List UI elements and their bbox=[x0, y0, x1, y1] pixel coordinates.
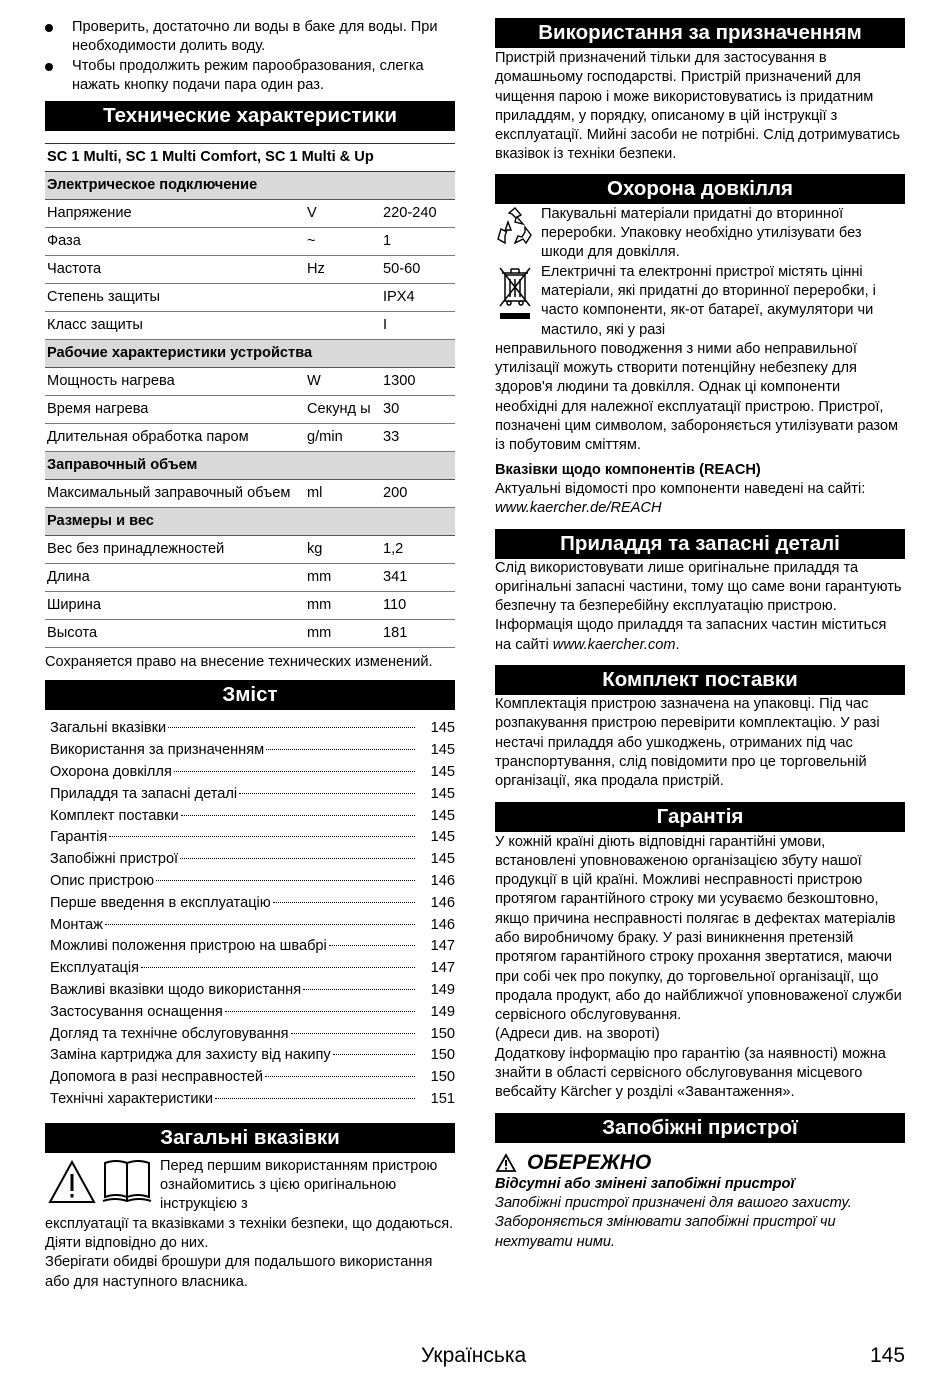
toc-entry-page: 145 bbox=[430, 829, 455, 846]
toc-entry-label: Опис пристрою bbox=[50, 873, 155, 890]
toc-entry[interactable] bbox=[50, 762, 455, 784]
toc-leader-dots bbox=[174, 771, 415, 772]
section-heading-warranty: Гарантія bbox=[495, 802, 905, 832]
spec-value: 200 bbox=[381, 480, 455, 508]
toc-entry-page: 149 bbox=[430, 982, 455, 999]
specs-table bbox=[45, 143, 455, 648]
spec-value: IPX4 bbox=[381, 284, 455, 312]
safety-manual-icons bbox=[45, 1157, 160, 1215]
spec-category-row bbox=[45, 508, 455, 536]
toc-entry[interactable] bbox=[50, 980, 455, 1002]
spec-unit: Hz bbox=[305, 256, 381, 284]
spec-row bbox=[45, 620, 455, 648]
caution-triangle-icon bbox=[495, 1153, 517, 1173]
toc-entry-label: Перше введення в експлуатацію bbox=[50, 894, 271, 911]
section-heading-usage: Використання за призначенням bbox=[495, 18, 905, 48]
toc-entry-label: Загальні вказівки bbox=[50, 720, 167, 737]
toc-leader-dots bbox=[180, 858, 415, 859]
spec-label: Максимальный заправочный объем bbox=[45, 480, 305, 508]
specs-note: Сохраняется право на внесение технических изменений. bbox=[45, 654, 433, 671]
toc-entry[interactable] bbox=[50, 1089, 455, 1111]
spec-value: 1 bbox=[381, 228, 455, 256]
spec-row bbox=[45, 312, 455, 340]
spec-unit bbox=[305, 284, 381, 312]
spec-label: Степень защиты bbox=[45, 284, 305, 312]
toc-entry-label: Догляд та технічне обслуговування bbox=[50, 1025, 289, 1042]
toc-entry-page: 149 bbox=[430, 1003, 455, 1020]
toc-leader-dots bbox=[225, 1011, 415, 1012]
spec-label: Высота bbox=[45, 620, 305, 648]
toc-entry[interactable] bbox=[50, 958, 455, 980]
spec-value: 110 bbox=[381, 592, 455, 620]
spec-unit: kg bbox=[305, 536, 381, 564]
spec-category-label: Размеры и вес bbox=[45, 508, 455, 536]
instruction-bullets bbox=[45, 18, 455, 95]
right-column bbox=[495, 18, 905, 1252]
reach-text: Актуальні відомості про компоненти наведені на сайті: www.kaercher.de/REACH bbox=[495, 480, 866, 517]
section-heading-contents: Зміст bbox=[45, 680, 455, 710]
spec-value: 181 bbox=[381, 620, 455, 648]
toc-entry[interactable] bbox=[50, 893, 455, 915]
spec-unit: mm bbox=[305, 620, 381, 648]
spec-unit: V bbox=[305, 200, 381, 228]
warning-triangle-icon bbox=[50, 1162, 94, 1202]
toc-leader-dots bbox=[333, 1054, 415, 1055]
spec-value: 341 bbox=[381, 564, 455, 592]
toc-leader-dots bbox=[156, 880, 415, 881]
toc-entry-label: Важливі вказівки щодо використання bbox=[50, 982, 302, 999]
spec-row bbox=[45, 480, 455, 508]
toc-entry[interactable] bbox=[50, 1045, 455, 1067]
spec-category-label: Заправочный объем bbox=[45, 452, 455, 480]
spec-unit bbox=[305, 312, 381, 340]
spec-label: Длительная обработка паром bbox=[45, 424, 305, 452]
toc-entry-page: 145 bbox=[430, 764, 455, 781]
toc-entry-label: Використання за призначенням bbox=[50, 742, 265, 759]
toc-entry[interactable] bbox=[50, 806, 455, 828]
spec-category-row bbox=[45, 172, 455, 200]
spec-value: 30 bbox=[381, 396, 455, 424]
toc-entry[interactable] bbox=[50, 1002, 455, 1024]
toc-leader-dots bbox=[266, 749, 415, 750]
usage-text: Пристрій призначений тільки для застосування в домашньому господарстві. Пристрій призначений для чищення парою і може використовуватись із придатним приладдям, у порядку, описаному в цій інструкції з експлуатації. Мийні засоби не потрібні. Слід дотримуватись вказівок із техніки безпеки. bbox=[495, 50, 900, 163]
spec-row bbox=[45, 200, 455, 228]
spec-row bbox=[45, 284, 455, 312]
toc-leader-dots bbox=[265, 1076, 415, 1077]
spec-value: 220-240 bbox=[381, 200, 455, 228]
spec-label: Вес без принадлежностей bbox=[45, 536, 305, 564]
caution-subtitle: Відсутні або змінені запобіжні пристрої bbox=[495, 1175, 795, 1192]
toc-leader-dots bbox=[109, 836, 415, 837]
caution-title bbox=[495, 1151, 905, 1175]
general-intro-text: Перед першим використанням пристрою ознайомитись з цією оригінальною інструкцією з bbox=[160, 1157, 438, 1213]
toc-entry-page: 145 bbox=[430, 720, 455, 737]
toc-entry[interactable] bbox=[50, 1067, 455, 1089]
reach-title: Вказівки щодо компонентів (REACH) bbox=[495, 461, 761, 478]
spec-category-row bbox=[45, 452, 455, 480]
accessories-info: Інформація щодо приладдя та запасних частин міститься на сайті www.kaercher.com. bbox=[495, 617, 887, 653]
toc-entry-label: Експлуатація bbox=[50, 960, 140, 977]
caution-label: ОБЕРЕЖНО bbox=[527, 1150, 652, 1174]
spec-category-label: Рабочие характеристики устройства bbox=[45, 340, 455, 368]
spec-category-label: Электрическое подключение bbox=[45, 172, 455, 200]
toc-entry-page: 146 bbox=[430, 916, 455, 933]
section-heading-specs: Технические характеристики bbox=[45, 101, 455, 131]
bullet-item: Проверить, достаточно ли воды в баке для воды. При необходимости долить воду. bbox=[45, 18, 455, 57]
toc-entry-page: 147 bbox=[430, 960, 455, 977]
spec-row bbox=[45, 592, 455, 620]
spec-unit: Секунд ы bbox=[305, 396, 381, 424]
toc-leader-dots bbox=[141, 967, 415, 968]
toc-leader-dots bbox=[291, 1033, 415, 1034]
spec-label: Частота bbox=[45, 256, 305, 284]
spec-unit: g/min bbox=[305, 424, 381, 452]
spec-label: Мощность нагрева bbox=[45, 368, 305, 396]
recycling-icon bbox=[495, 205, 541, 263]
toc-entry-page: 150 bbox=[430, 1025, 455, 1042]
toc-entry-page: 151 bbox=[430, 1091, 455, 1108]
reach-link[interactable]: www.kaercher.de/REACH bbox=[495, 500, 662, 517]
toc-leader-dots bbox=[329, 945, 415, 946]
spec-row bbox=[45, 396, 455, 424]
environment-weee-rest: неправильного поводження з ними або неправильної утилізації можуть створити потенційну небезпеку для здоров'я людини та довкілля. Однак ці компоненти необхідні для належної експлуатації пристрою. Пристрої, позначені цим символом, забороняється утилізувати разом із побутовим сміттям. bbox=[495, 340, 899, 454]
spec-value: 1,2 bbox=[381, 536, 455, 564]
spec-unit: ~ bbox=[305, 228, 381, 256]
toc-leader-dots bbox=[303, 989, 415, 990]
toc-leader-dots bbox=[168, 727, 415, 728]
toc-entry-label: Заміна картриджа для захисту від накипу bbox=[50, 1047, 331, 1064]
footer-language: Українська bbox=[421, 1344, 527, 1367]
scope-text: Комплектація пристрою зазначена на упаковці. Під час розпакування пристрою перевірити комплектацію. У разі нестачі приладдя або ушкоджень, отриманих під час транспортування, слід повідомити про це торговельній організації, яка продала пристрій. bbox=[495, 696, 880, 790]
spec-row bbox=[45, 368, 455, 396]
spec-row bbox=[45, 564, 455, 592]
footer-page-number: 145 bbox=[870, 1344, 906, 1367]
spec-value: 33 bbox=[381, 424, 455, 452]
warranty-text: У кожній країні діють відповідні гарантійні умови, встановлені уповноваженою організацією збуту нашої продукції в цій країні. Можливі несправності пристрою протягом гарантійного строку ми усуваємо безкоштовно, якщо причина несправності полягає в дефектах матеріалів або виробничому браку. У разі виникнення претензій протягом гарантійного строку прохання звертатися, маючи при собі чек про покупку, до торговельної організації, що продала продукт, або до найближчої уповноваженої служби сервісного обслуговування. bbox=[495, 833, 902, 1024]
toc-entry-label: Допомога в разі несправностей bbox=[50, 1069, 263, 1086]
accessories-text: Слід використовувати лише оригінальне приладдя та оригінальні запасні частини, тому що саме вони гарантують безпечну та безперебійну експлуатацію пристрою. bbox=[495, 559, 902, 615]
toc-entry-label: Гарантія bbox=[50, 829, 108, 846]
spec-row bbox=[45, 536, 455, 564]
toc-entry[interactable] bbox=[50, 849, 455, 871]
specs-model: SC 1 Multi, SC 1 Multi Comfort, SC 1 Multi & Up bbox=[45, 144, 455, 172]
warranty-addresses: (Адреси див. на звороті) bbox=[495, 1026, 660, 1043]
spec-label: Фаза bbox=[45, 228, 305, 256]
crossed-bin-icon bbox=[495, 263, 541, 340]
environment-recycling-text: Пакувальні матеріали придатні до вторинної переробки. Упаковку необхідно утилізувати без шкоди для довкілля. bbox=[541, 205, 862, 261]
toc-entry-label: Охорона довкілля bbox=[50, 764, 172, 781]
toc-entry-label: Приладдя та запасні деталі bbox=[50, 785, 238, 802]
toc-entry-label: Можливі положення пристрою на швабрі bbox=[50, 938, 327, 955]
section-heading-accessories: Приладдя та запасні деталі bbox=[495, 529, 905, 559]
toc-entry-page: 150 bbox=[430, 1047, 455, 1064]
section-heading-environment: Охорона довкілля bbox=[495, 174, 905, 204]
spec-row bbox=[45, 228, 455, 256]
toc-entry-label: Застосування оснащення bbox=[50, 1003, 223, 1020]
toc-leader-dots bbox=[215, 1098, 415, 1099]
spec-row bbox=[45, 424, 455, 452]
spec-label: Длина bbox=[45, 564, 305, 592]
toc-entry[interactable] bbox=[50, 784, 455, 806]
toc-entry[interactable] bbox=[50, 915, 455, 937]
toc-entry-page: 145 bbox=[430, 851, 455, 868]
spec-label: Время нагрева bbox=[45, 396, 305, 424]
spec-category-row bbox=[45, 340, 455, 368]
spec-label: Ширина bbox=[45, 592, 305, 620]
toc-entry[interactable] bbox=[50, 936, 455, 958]
table-of-contents bbox=[45, 718, 455, 1110]
toc-entry-label: Технічні характеристики bbox=[50, 1091, 214, 1108]
toc-entry[interactable] bbox=[50, 827, 455, 849]
spec-value: I bbox=[381, 312, 455, 340]
toc-entry-page: 146 bbox=[430, 894, 455, 911]
toc-entry-page: 145 bbox=[430, 807, 455, 824]
section-heading-safety: Запобіжні пристрої bbox=[495, 1113, 905, 1143]
spec-value: 1300 bbox=[381, 368, 455, 396]
general-text: експлуатації та вказівками з техніки безпеки, що додаються. Діяти відповідно до них. bbox=[45, 1215, 454, 1252]
section-heading-scope: Комплект поставки bbox=[495, 665, 905, 695]
toc-leader-dots bbox=[181, 815, 415, 816]
toc-entry-page: 147 bbox=[430, 938, 455, 955]
toc-entry-page: 150 bbox=[430, 1069, 455, 1086]
spec-unit: mm bbox=[305, 592, 381, 620]
left-column bbox=[45, 18, 455, 1292]
warranty-more-info: Додаткову інформацію про гарантію (за наявності) можна знайти в області сервісного обслуговування місцевого вебсайту Kärcher у розділі «Завантаження». bbox=[495, 1045, 886, 1101]
toc-entry[interactable] bbox=[50, 740, 455, 762]
spec-label: Напряжение bbox=[45, 200, 305, 228]
bullet-item: Чтобы продолжить режим парообразования, слегка нажать кнопку подачи пара один раз. bbox=[45, 57, 455, 96]
manual-book-icon bbox=[103, 1161, 151, 1201]
spec-unit: mm bbox=[305, 564, 381, 592]
toc-entry-page: 146 bbox=[430, 873, 455, 890]
toc-leader-dots bbox=[239, 793, 415, 794]
spec-row bbox=[45, 256, 455, 284]
environment-weee-text: Електричні та електронні пристрої містять цінні матеріали, які придатні до вторинної переробки, і часто компоненти, як-от батареї, акумулятори чи мастило, які у разі bbox=[541, 263, 876, 338]
toc-entry[interactable] bbox=[50, 871, 455, 893]
toc-entry-label: Монтаж bbox=[50, 916, 103, 933]
caution-text: Запобіжні пристрої призначені для вашого захисту. Забороняється змінювати запобіжні пристрої чи нехтувати ними. bbox=[495, 1194, 852, 1250]
section-heading-general: Загальні вказівки bbox=[45, 1123, 455, 1153]
accessories-link[interactable]: www.kaercher.com bbox=[552, 636, 676, 653]
toc-leader-dots bbox=[273, 902, 415, 903]
toc-entry[interactable] bbox=[50, 718, 455, 740]
spec-label: Класс защиты bbox=[45, 312, 305, 340]
spec-value: 50-60 bbox=[381, 256, 455, 284]
toc-leader-dots bbox=[105, 924, 415, 925]
spec-unit: ml bbox=[305, 480, 381, 508]
toc-entry-label: Комплект поставки bbox=[50, 807, 179, 824]
toc-entry-page: 145 bbox=[430, 785, 455, 802]
general-text-2: Зберігати обидві брошури для подальшого використання або для наступного власника. bbox=[45, 1254, 433, 1290]
toc-entry-label: Запобіжні пристрої bbox=[50, 851, 179, 868]
toc-entry-page: 145 bbox=[430, 742, 455, 759]
toc-entry[interactable] bbox=[50, 1024, 455, 1046]
spec-unit: W bbox=[305, 368, 381, 396]
